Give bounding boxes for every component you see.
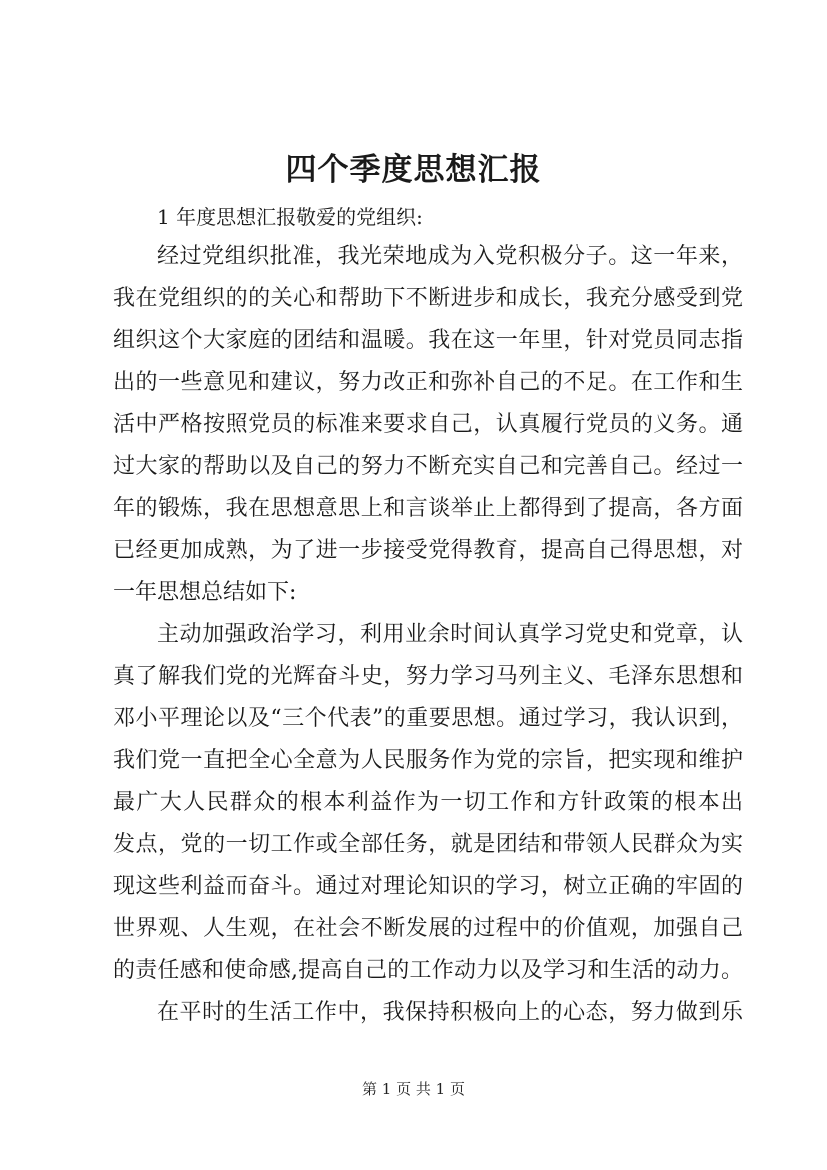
document-title: 四个季度思想汇报 bbox=[285, 152, 542, 188]
body-line: 1 年度思想汇报敬爱的党组织: bbox=[157, 205, 423, 229]
body-line: 组织这个大家庭的团结和温暖。我在这一年里，针对党员同志指 bbox=[113, 328, 743, 353]
page-footer: 第 1 页 共 1 页 bbox=[362, 1080, 465, 1098]
body-line: 出的一些意见和建议，努力改正和弥补自己的不足。在工作和生 bbox=[113, 370, 743, 395]
body-line: 活中严格按照党员的标准来要求自己，认真履行党员的义务。通 bbox=[113, 412, 743, 437]
body-line: 最广大人民群众的根本利益作为一切工作和方针政策的根本出 bbox=[113, 790, 743, 815]
body-line: 我在党组织的的关心和帮助下不断进步和成长，我充分感受到党 bbox=[113, 286, 743, 311]
body-line: 主动加强政治学习，利用业余时间认真学习党史和党章，认 bbox=[157, 622, 743, 647]
body-line: 发点，党的一切工作或全部任务，就是团结和带领人民群众为实 bbox=[113, 832, 743, 857]
body-line: 一年思想总结如下: bbox=[113, 580, 297, 605]
document-body bbox=[113, 198, 743, 1034]
body-line: 世界观、人生观，在社会不断发展的过程中的价值观，加强自己 bbox=[113, 916, 743, 941]
body-line: 真了解我们党的光辉奋斗史，努力学习马列主义、毛泽东思想和 bbox=[113, 664, 743, 689]
body-line: 在平时的生活工作中，我保持积极向上的心态，努力做到乐 bbox=[157, 1000, 743, 1025]
body-line: 现这些利益而奋斗。通过对理论知识的学习，树立正确的牢固的 bbox=[113, 874, 743, 899]
body-line: 的责任感和使命感,提高自己的工作动力以及学习和生活的动力。 bbox=[113, 958, 743, 983]
body-line: 过大家的帮助以及自己的努力不断充实自己和完善自己。经过一 bbox=[113, 454, 743, 479]
body-line: 已经更加成熟，为了进一步接受党得教育，提高自己得思想，对 bbox=[113, 538, 743, 563]
body-line: 邓小平理论以及“三个代表”的重要思想。通过学习，我认识到， bbox=[113, 706, 743, 731]
body-line: 经过党组织批准，我光荣地成为入党积极分子。这一年来， bbox=[157, 244, 743, 269]
body-line: 年的锻炼，我在思想意思上和言谈举止上都得到了提高，各方面 bbox=[113, 496, 743, 521]
body-line: 我们党一直把全心全意为人民服务作为党的宗旨，把实现和维护 bbox=[113, 748, 743, 773]
